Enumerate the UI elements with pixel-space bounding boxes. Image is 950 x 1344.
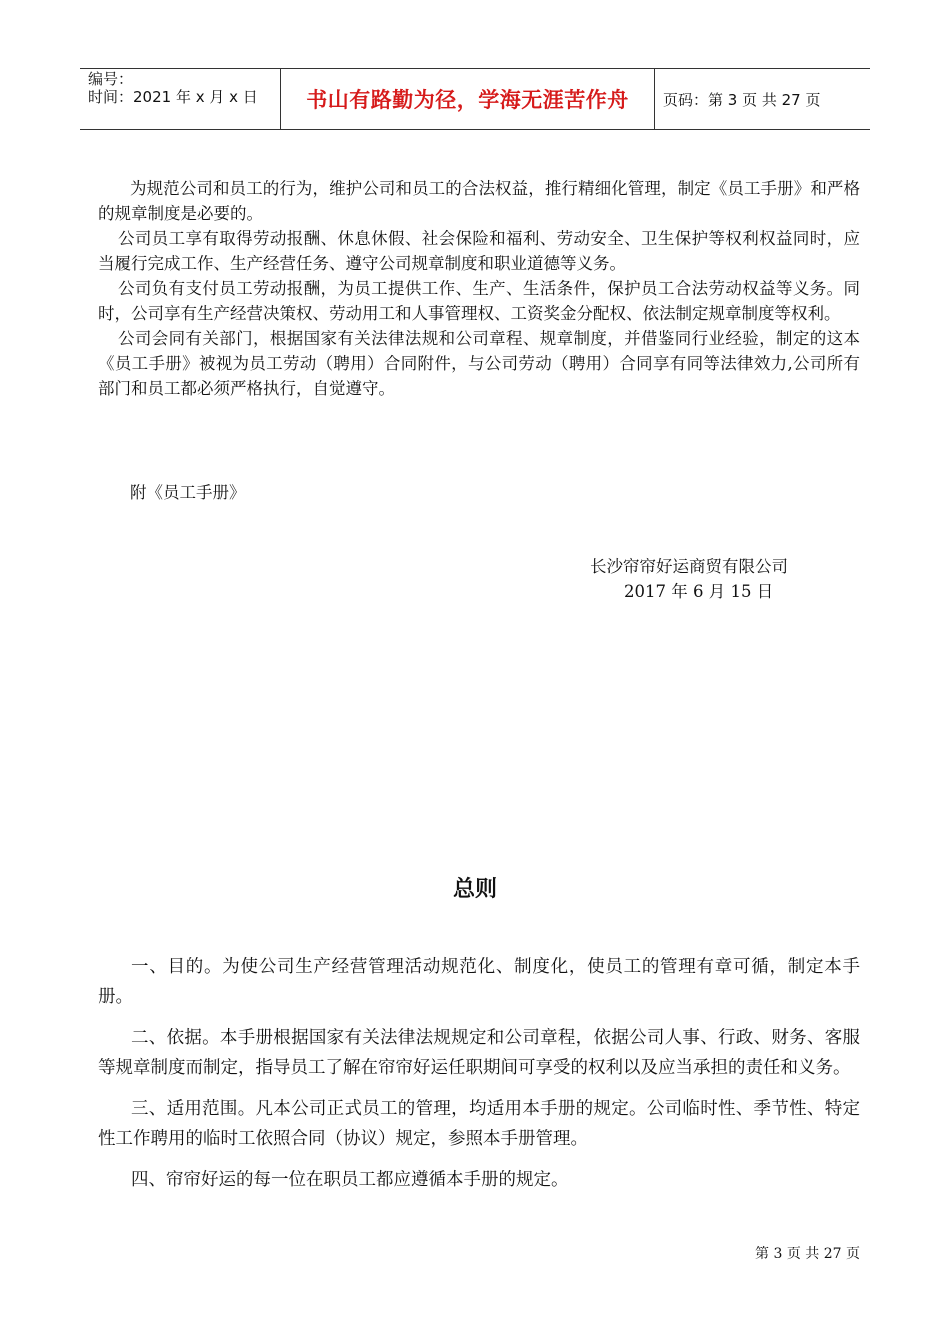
header-motto: 书山有路勤为径，学海无涯苦作舟 [281,69,655,129]
attachment-note: 附《员工手册》 [130,483,246,502]
page-header [80,68,870,130]
intro-paragraph-2: 公司员工享有取得劳动报酬、休息休假、社会保险和福利、劳动安全、卫生保护等权利权益同时，应当履行完成工作、生产经营任务、遵守公司规章制度和职业道德等义务。 [98,229,860,273]
section-title: 总则 [452,877,497,902]
rule-item: 二、依据。本手册根据国家有关法律法规规定和公司章程，依据公司人事、行政、财务、客服等规章制度而制定，指导员工了解在帘帘好运任职期间可享受的权利以及应当承担的责任和义务。 [98,1028,860,1078]
intro-paragraph-3: 公司负有支付员工劳动报酬，为员工提供工作、生产、生活条件，保护员工合法劳动权益等义务。同时，公司享有生产经营决策权、劳动用工和人事管理权、工资奖金分配权、依法制定规章制度等权利。 [98,279,860,323]
rule-item: 三、适用范围。凡本公司正式员工的管理，均适用本手册的规定。公司临时性、季节性、特定性工作聘用的临时工依照合同（协议）规定，参照本手册管理。 [98,1099,860,1149]
intro-section [98,176,860,401]
signature-date: 2017 年 6 月 15 日 [624,582,774,601]
signature-block [520,554,870,604]
header-page-number: 页码：第 3 页 共 27 页 [663,90,821,109]
header-meta-cell [80,69,281,129]
company-name: 长沙帘帘好运商贸有限公司 [590,557,788,576]
rule-item: 四、帘帘好运的每一位在职员工都应遵循本手册的规定。 [131,1170,569,1190]
intro-paragraph-4: 公司会同有关部门，根据国家有关法律法规和公司章程、规章制度，并借鉴同行业经验，制定的这本《员工手册》被视为员工劳动（聘用）合同附件，与公司劳动（聘用）合同享有同等法律效力,公司所有部门和员工都必须严格执行，自觉遵守。 [98,329,860,398]
general-rules [98,952,860,1206]
footer-page-number: 第 3 页 共 27 页 [755,1246,860,1262]
rule-item: 一、目的。为使公司生产经营管理活动规范化、制度化，使员工的管理有章可循，制定本手册。 [98,957,860,1007]
document-time-label: 时间：2021 年 x 月 x 日 [88,88,258,106]
document-number-label: 编号： [88,70,134,88]
intro-paragraph-1: 为规范公司和员工的行为，维护公司和员工的合法权益，推行精细化管理，制定《员工手册》和严格的规章制度是必要的。 [98,179,860,223]
